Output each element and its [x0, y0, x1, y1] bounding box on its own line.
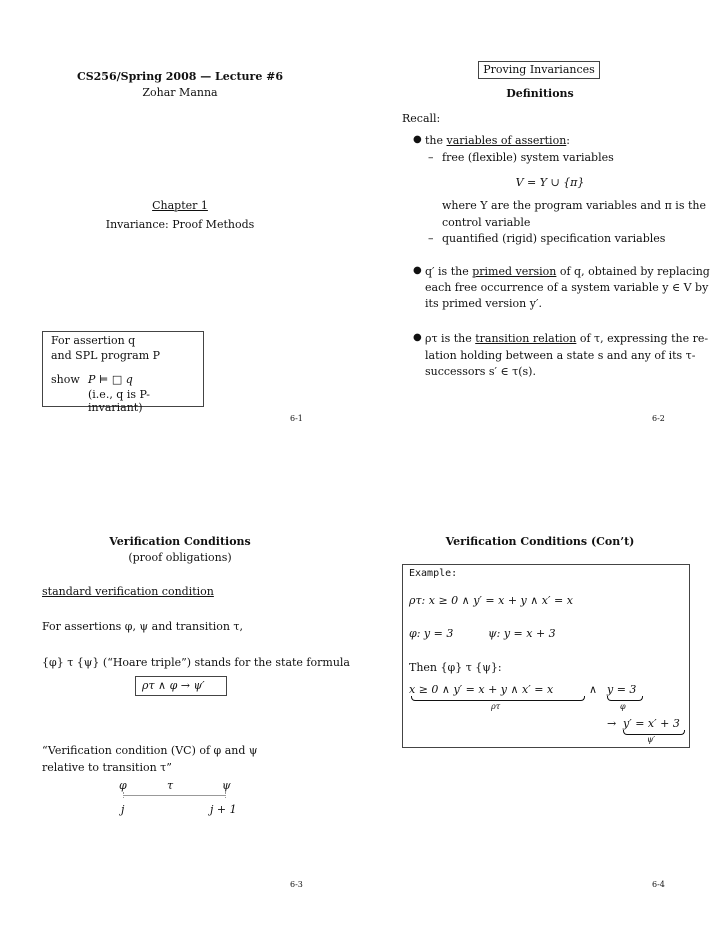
page4-example-box [402, 564, 690, 748]
label-rho: ρτ [491, 702, 501, 711]
diag-j1: j + 1 [210, 803, 237, 816]
page1-number: 6-1 [290, 414, 303, 423]
b3-link: transition relation [475, 332, 577, 345]
diag-j: j [121, 803, 125, 816]
box-line2: and SPL program P [51, 349, 161, 362]
page3-number: 6-3 [290, 880, 303, 889]
page3-vc2: relative to transition τ” [42, 761, 172, 774]
bullet-2: ● [413, 265, 422, 276]
dash-1: – [428, 151, 434, 164]
bullet2-line3: its primed version y′. [425, 297, 542, 310]
box-show: show [51, 373, 80, 386]
b2-post: of q, obtained by replacing [556, 265, 710, 278]
page1-title: CS256/Spring 2008 — Lecture #6 [76, 70, 284, 83]
example-rho: ρτ: x ≥ 0 ∧ y′ = x + y ∧ x′ = x [409, 594, 573, 607]
arrow-symbol: → [607, 717, 617, 730]
b3-post: of τ, expressing the re- [576, 332, 709, 345]
box-line1: For assertion q [51, 334, 136, 347]
b1-sub1: free (flexible) system variables [442, 151, 614, 164]
bullet2-line2: each free occurrence of a system variable y ∈ V by [425, 281, 709, 294]
b3-pre: ρτ is the [425, 332, 476, 345]
b2-link: primed version [472, 265, 557, 278]
bullet3-line2: lation holding between a state s and any of its τ- [425, 349, 696, 362]
box-line4: (i.e., q is P-invariant) [88, 388, 151, 414]
brace-rho [411, 696, 585, 701]
b1-link: variables of assertion [446, 134, 567, 147]
diag-tick-right [225, 792, 226, 798]
big-phi-formula: y = 3 [607, 683, 637, 696]
page3-line1: For assertions φ, ψ and transition τ, [42, 620, 244, 633]
diag-tick-left [123, 792, 124, 798]
page4-number: 6-4 [652, 880, 665, 889]
bullet1-line [425, 134, 570, 147]
wedge-symbol: ∧ [589, 683, 598, 696]
page3-link: standard verification condition [42, 585, 214, 598]
b1-where2: control variable [442, 216, 531, 229]
example-psi: ψ: y = x + 3 [488, 627, 556, 640]
big-psi-formula: y′ = x′ + 3 [623, 717, 680, 730]
page3-subtitle: (proof obligations) [128, 551, 232, 564]
big-rho-formula: x ≥ 0 ∧ y′ = x + y ∧ x′ = x [409, 683, 554, 696]
diag-line [124, 795, 226, 796]
page3-line2: {φ} τ {ψ} (“Hoare triple”) stands for the state formula [42, 656, 350, 669]
page4-title: Verification Conditions (Con’t) [445, 535, 635, 548]
diag-psi: ψ [222, 779, 231, 792]
b1-where1: where Y are the program variables and π is the [442, 199, 706, 212]
page2-number: 6-2 [652, 414, 665, 423]
bullet-1: ● [413, 134, 422, 145]
page3-vc1: “Verification condition (VC) of φ and ψ [42, 744, 258, 757]
diag-tau: τ [167, 779, 174, 792]
page1-author: Zohar Manna [142, 86, 218, 99]
bullet-3: ● [413, 332, 422, 343]
example-label: Example: [409, 568, 458, 579]
page3-formula-box: ρτ ∧ φ → ψ′ [135, 676, 227, 696]
b1-pre: the [425, 134, 447, 147]
example-phi: φ: y = 3 [409, 627, 454, 640]
label-psi: ψ′ [647, 735, 656, 744]
b1-sub2: quantified (rigid) specification variables [442, 232, 666, 245]
page1-subtitle: Invariance: Proof Methods [105, 218, 255, 231]
bullet3-line1 [425, 332, 708, 345]
diag-phi: φ [119, 779, 127, 792]
b1-post: : [566, 134, 571, 147]
dash-2: – [428, 232, 434, 245]
page1-chapter: Chapter 1 [152, 199, 208, 212]
bullet2-line1 [425, 265, 710, 278]
page1-assertion-box [42, 331, 204, 414]
b2-pre: q′ is the [425, 265, 473, 278]
label-phi: φ [620, 702, 626, 711]
bullet3-line3: successors s′ ∈ τ(s). [425, 365, 536, 378]
box-formula: P ⊨ □ q [88, 373, 133, 386]
page3-title: Verification Conditions [109, 535, 251, 548]
page2-title: Definitions [506, 87, 574, 100]
brace-phi [607, 696, 643, 701]
b1-equation: V = Y ∪ {π} [515, 176, 585, 189]
example-then: Then {φ} τ {ψ}: [409, 661, 502, 674]
page2-recall: Recall: [402, 112, 441, 125]
page2-header-box: Proving Invariances [478, 61, 600, 79]
